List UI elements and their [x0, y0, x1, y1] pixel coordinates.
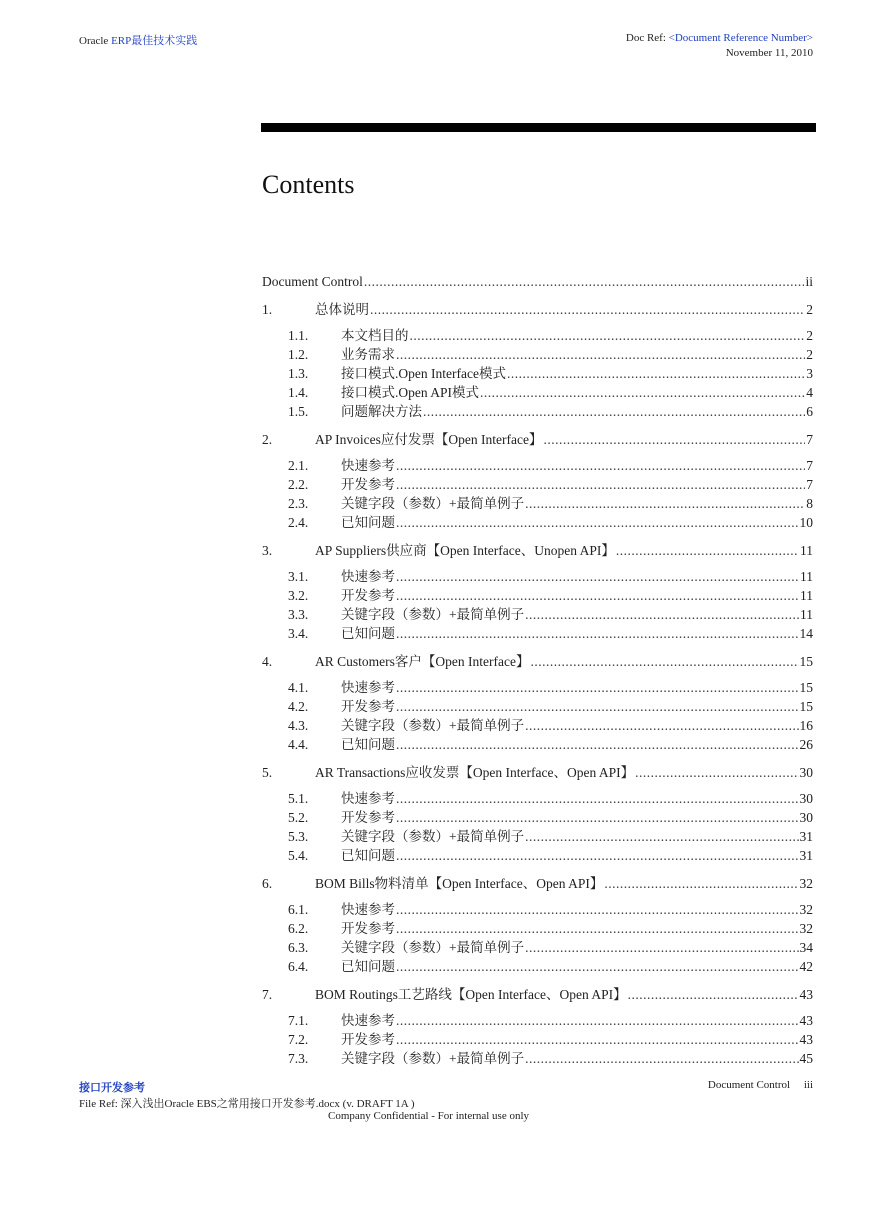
- toc-entry-number: 4.4.: [288, 737, 309, 752]
- toc-entry-number: 3.4.: [288, 626, 309, 641]
- toc-entry-number: 2.2.: [288, 477, 309, 492]
- toc-leader-dots: [525, 827, 798, 846]
- toc-entry-label: 快速参考: [341, 458, 395, 473]
- toc-leader-dots: [410, 326, 806, 345]
- toc-entry[interactable]: [262, 345, 813, 364]
- toc-entry-page: 7: [806, 432, 813, 447]
- toc-entry-label: 已知问题: [341, 848, 395, 863]
- docref-value: <Document Reference Number>: [668, 32, 813, 44]
- toc-entry-number: 6.4.: [288, 959, 309, 974]
- toc-entry-page: 32: [799, 921, 813, 936]
- toc-entry-label: 快速参考: [341, 791, 395, 806]
- toc-leader-dots: [480, 383, 805, 402]
- toc-leader-dots: [396, 586, 799, 605]
- toc-entry-number: 1.5.: [288, 404, 309, 419]
- toc-entry-label: 接口模式.Open Interface模式: [341, 366, 506, 381]
- toc-entry[interactable]: [262, 383, 813, 402]
- toc-entry-label: 已知问题: [341, 737, 395, 752]
- toc-entry-page: 31: [799, 829, 813, 844]
- toc-leader-dots: [370, 300, 805, 319]
- header-date: November 11, 2010: [725, 47, 813, 59]
- toc-entry[interactable]: [262, 874, 813, 893]
- toc-leader-dots: [616, 541, 799, 560]
- toc-entry-label: 本文档目的: [341, 328, 409, 343]
- toc-entry-page: 45: [799, 1051, 813, 1066]
- toc-leader-dots: [396, 957, 799, 976]
- toc-entry[interactable]: [262, 697, 813, 716]
- toc-entry-label: 关键字段（参数）+最简单例子: [341, 718, 525, 733]
- footer-section: Document Control: [707, 1079, 791, 1091]
- toc-entry-page: 32: [799, 902, 813, 917]
- toc-entry-number: 2.: [262, 432, 273, 447]
- toc-leader-dots: [396, 513, 799, 532]
- toc-entry-page: 2: [806, 347, 813, 362]
- toc-entry[interactable]: [262, 494, 813, 513]
- toc-entry[interactable]: [262, 586, 813, 605]
- toc-entry-number: 7.3.: [288, 1051, 309, 1066]
- header-left-suffix: ERP最佳技术实践: [111, 35, 198, 47]
- toc-leader-dots: [525, 1049, 798, 1068]
- toc-entry-number: 6.: [262, 876, 273, 891]
- toc-leader-dots: [396, 456, 805, 475]
- toc-entry[interactable]: [262, 364, 813, 383]
- toc-entry-number: 4.2.: [288, 699, 309, 714]
- toc-leader-dots: [396, 697, 799, 716]
- toc-entry[interactable]: [262, 985, 813, 1004]
- toc-entry-label: 业务需求: [341, 347, 395, 362]
- toc-entry-page: 43: [799, 1013, 813, 1028]
- toc-entry-label: 总体说明: [315, 302, 369, 317]
- toc-entry-page: 11: [800, 569, 813, 584]
- toc-leader-dots: [396, 1030, 799, 1049]
- toc-leader-dots: [628, 985, 799, 1004]
- toc-entry-page: 16: [799, 718, 813, 733]
- toc-entry[interactable]: [262, 957, 813, 976]
- toc-entry-number: 1.4.: [288, 385, 309, 400]
- toc-entry-label: 开发参考: [341, 699, 395, 714]
- toc-entry-number: 5.4.: [288, 848, 309, 863]
- toc-leader-dots: [543, 430, 805, 449]
- toc-entry-number: 6.1.: [288, 902, 309, 917]
- toc-entry-page: 26: [799, 737, 813, 752]
- toc-entry-label: AR Transactions应收发票【Open Interface、Open API】: [315, 765, 635, 780]
- toc-entry-page: 8: [806, 496, 813, 511]
- toc-entry-page: ii: [805, 274, 813, 289]
- toc-entry-page: 11: [800, 607, 813, 622]
- toc-leader-dots: [364, 272, 805, 291]
- toc-entry-number: 1.2.: [288, 347, 309, 362]
- header-right: [626, 31, 813, 61]
- toc-entry-page: 30: [799, 810, 813, 825]
- toc-leader-dots: [396, 808, 799, 827]
- toc-leader-dots: [396, 900, 799, 919]
- toc-entry-page: 34: [799, 940, 813, 955]
- toc-entry-number: 3.1.: [288, 569, 309, 584]
- toc-entry[interactable]: [262, 1011, 813, 1030]
- toc-entry-page: 14: [799, 626, 813, 641]
- toc-entry-page: 6: [806, 404, 813, 419]
- toc-leader-dots: [423, 402, 805, 421]
- toc-entry-number: 7.1.: [288, 1013, 309, 1028]
- toc-entry-number: 1.1.: [288, 328, 309, 343]
- toc-entry-page: 15: [799, 654, 813, 669]
- toc-entry-number: 6.2.: [288, 921, 309, 936]
- toc-entry-page: 43: [799, 987, 813, 1002]
- toc-entry-label: 快速参考: [341, 680, 395, 695]
- toc-entry-label: BOM Bills物料清单【Open Interface、Open API】: [315, 876, 604, 891]
- toc-entry[interactable]: [262, 938, 813, 957]
- toc-entry-label: 开发参考: [341, 1032, 395, 1047]
- toc-entry-label: 已知问题: [341, 626, 395, 641]
- toc-entry-page: 11: [800, 588, 813, 603]
- toc-entry-page: 31: [799, 848, 813, 863]
- toc-entry-number: 5.3.: [288, 829, 309, 844]
- toc-entry-page: 2: [806, 328, 813, 343]
- toc-entry[interactable]: [262, 919, 813, 938]
- toc-leader-dots: [396, 919, 799, 938]
- toc-entry-number: 2.4.: [288, 515, 309, 530]
- toc-entry[interactable]: [262, 541, 813, 560]
- toc-entry-page: 11: [800, 543, 813, 558]
- toc-entry[interactable]: [262, 430, 813, 449]
- toc-entry[interactable]: [262, 900, 813, 919]
- toc-entry-number: 3.2.: [288, 588, 309, 603]
- toc-leader-dots: [396, 345, 805, 364]
- toc-entry-page: 32: [799, 876, 813, 891]
- toc-entry-page: 4: [806, 385, 813, 400]
- toc-entry-label: 已知问题: [341, 959, 395, 974]
- toc-entry-label: 关键字段（参数）+最简单例子: [341, 607, 525, 622]
- toc-leader-dots: [396, 678, 799, 697]
- toc-entry-page: 30: [799, 791, 813, 806]
- toc-entry-label: 快速参考: [341, 1013, 395, 1028]
- toc-leader-dots: [635, 763, 798, 782]
- toc-entry-number: 1.3.: [288, 366, 309, 381]
- toc-entry-number: 4.1.: [288, 680, 309, 695]
- toc-entry[interactable]: [262, 827, 813, 846]
- toc-entry[interactable]: [262, 789, 813, 808]
- toc-entry-number: 2.3.: [288, 496, 309, 511]
- toc-entry-label: 开发参考: [341, 810, 395, 825]
- toc-entry[interactable]: [262, 735, 813, 754]
- toc-entry[interactable]: [262, 567, 813, 586]
- toc-entry-label: 开发参考: [341, 477, 395, 492]
- toc-entry-label: 关键字段（参数）+最简单例子: [341, 496, 525, 511]
- toc-entry[interactable]: [262, 1030, 813, 1049]
- toc-entry-label: 快速参考: [341, 902, 395, 917]
- toc-entry[interactable]: [262, 846, 813, 865]
- toc-leader-dots: [525, 605, 799, 624]
- footer-file-ref: File Ref: 深入浅出Oracle EBS之常用接口开发参考.docx (v. DRAFT 1A ): [79, 1098, 415, 1110]
- toc-entry-number: 3.: [262, 543, 273, 558]
- toc-entry-page: 30: [799, 765, 813, 780]
- toc-leader-dots: [396, 789, 799, 808]
- toc-leader-dots: [396, 567, 799, 586]
- toc-leader-dots: [396, 735, 799, 754]
- toc-entry-label: 关键字段（参数）+最简单例子: [341, 1051, 525, 1066]
- toc-entry-label: BOM Routings工艺路线【Open Interface、Open API】: [315, 987, 627, 1002]
- toc-entry-page: 2: [806, 302, 813, 317]
- toc-entry-label: AR Customers客户【Open Interface】: [315, 654, 530, 669]
- toc-entry-page: 7: [806, 458, 813, 473]
- toc-entry-label: 问题解决方法: [341, 404, 422, 419]
- toc-entry-number: 7.2.: [288, 1032, 309, 1047]
- toc-entry-label: 开发参考: [341, 921, 395, 936]
- toc-entry[interactable]: [262, 678, 813, 697]
- toc-entry[interactable]: [262, 763, 813, 782]
- toc-entry-number: 1.: [262, 302, 273, 317]
- toc-entry-page: 7: [806, 477, 813, 492]
- toc-entry-number: 6.3.: [288, 940, 309, 955]
- toc-entry-number: 5.: [262, 765, 273, 780]
- toc-entry[interactable]: [262, 402, 813, 421]
- header-left-prefix: Oracle: [79, 35, 112, 47]
- footer-right: [708, 1079, 813, 1091]
- toc-leader-dots: [396, 1011, 799, 1030]
- toc-entry[interactable]: [262, 272, 813, 291]
- toc-leader-dots: [525, 938, 798, 957]
- title-rule: [261, 123, 816, 132]
- toc-leader-dots: [507, 364, 805, 383]
- toc-entry[interactable]: [262, 1049, 813, 1068]
- toc-entry-number: 3.3.: [288, 607, 309, 622]
- toc-leader-dots: [525, 716, 798, 735]
- toc-entry-label: 关键字段（参数）+最简单例子: [341, 829, 525, 844]
- toc-entry-number: 7.: [262, 987, 273, 1002]
- toc-entry[interactable]: [262, 652, 813, 671]
- toc-entry[interactable]: [262, 716, 813, 735]
- toc-entry[interactable]: [262, 808, 813, 827]
- toc-entry-page: 15: [799, 680, 813, 695]
- toc-leader-dots: [396, 846, 799, 865]
- toc-entry-page: 15: [799, 699, 813, 714]
- toc-entry[interactable]: [262, 624, 813, 643]
- table-of-contents: [262, 272, 813, 1068]
- toc-leader-dots: [604, 874, 798, 893]
- footer-title: 接口开发参考: [79, 1081, 145, 1094]
- footer-page: iii: [803, 1079, 813, 1091]
- toc-leader-dots: [396, 475, 805, 494]
- toc-entry-label: 关键字段（参数）+最简单例子: [341, 940, 525, 955]
- toc-leader-dots: [525, 494, 805, 513]
- toc-entry-number: 4.3.: [288, 718, 309, 733]
- toc-entry-label: 已知问题: [341, 515, 395, 530]
- footer-confidential: Company Confidential - For internal use only: [328, 1110, 530, 1122]
- toc-entry-page: 10: [799, 515, 813, 530]
- toc-entry-page: 42: [799, 959, 813, 974]
- docref-label: Doc Ref:: [625, 32, 669, 44]
- toc-leader-dots: [396, 624, 799, 643]
- toc-entry-label: AP Invoices应付发票【Open Interface】: [315, 432, 543, 447]
- toc-entry-number: 4.: [262, 654, 273, 669]
- toc-entry-label: 快速参考: [341, 569, 395, 584]
- toc-entry-number: 2.1.: [288, 458, 309, 473]
- toc-entry[interactable]: [262, 300, 813, 319]
- toc-entry[interactable]: [262, 326, 813, 345]
- toc-entry[interactable]: [262, 605, 813, 624]
- toc-entry[interactable]: [262, 475, 813, 494]
- page-title: Contents: [262, 170, 355, 199]
- toc-entry-page: 3: [806, 366, 813, 381]
- toc-entry[interactable]: [262, 513, 813, 532]
- toc-entry-page: 43: [799, 1032, 813, 1047]
- toc-entry-label: Document Control: [262, 274, 363, 289]
- toc-entry-number: 5.1.: [288, 791, 309, 806]
- header-left: [79, 32, 197, 48]
- toc-entry[interactable]: [262, 456, 813, 475]
- toc-entry-label: 接口模式.Open API模式: [341, 385, 479, 400]
- toc-entry-label: AP Suppliers供应商【Open Interface、Unopen API】: [315, 543, 615, 558]
- toc-leader-dots: [530, 652, 798, 671]
- toc-entry-number: 5.2.: [288, 810, 309, 825]
- toc-entry-label: 开发参考: [341, 588, 395, 603]
